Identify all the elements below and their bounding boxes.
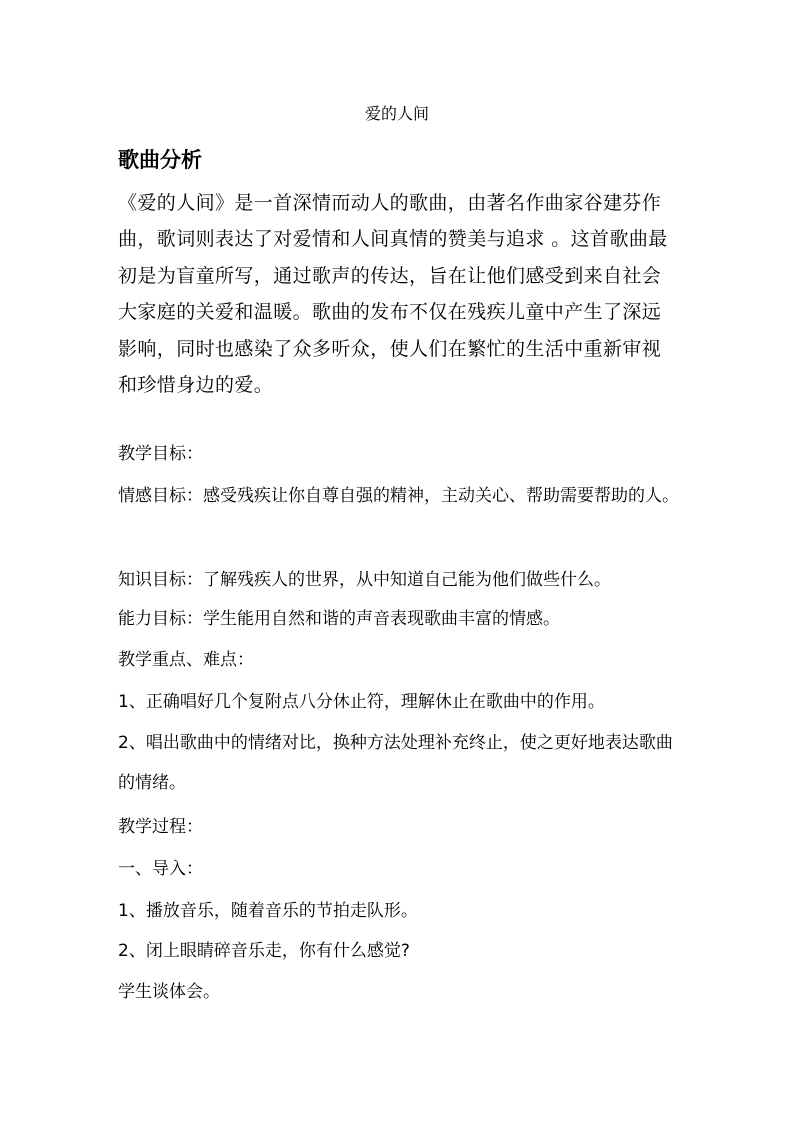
step-2: 2、闭上眼睛碎音乐走，你有什么感觉? (118, 941, 410, 961)
student-share: 学生谈体会。 (118, 982, 220, 1002)
step-1: 1、播放音乐，随着音乐的节拍走队形。 (118, 901, 418, 921)
intro-paragraph: 《爱的人间》是一首深情而动人的歌曲，由著名作曲家谷建芬作曲，歌词则表达了对爱情和人间真情的赞美与追求 。这首歌曲最初是为盲童所写，通过歌声的传达，旨在让他们感受到来自社会大家庭的关爱和温暖。歌曲的发布不仅在残疾儿童中产生了深远影响，同时也感染了众多听众，使人们在繁忙的生活中重新审视和珍惜身边的爱。 (118, 192, 668, 397)
step-intro-label: 一、导入： (118, 859, 203, 879)
key-point-1: 1、正确唱好几个复附点八分休止符，理解休止在歌曲中的作用。 (118, 692, 605, 712)
section-heading: 歌曲分析 (118, 148, 202, 172)
teaching-process-label: 教学过程： (118, 817, 203, 837)
ability-goal: 能力目标：学生能用自然和谐的声音表现歌曲丰富的情感。 (118, 609, 560, 629)
emotion-goal: 情感目标：感受残疾让你自尊自强的精神，主动关心、帮助需要帮助的人。 (118, 486, 679, 506)
document-title: 爱的人间 (364, 104, 429, 123)
key-points-label: 教学重点、难点： (118, 650, 254, 670)
key-point-2: 2、唱出歌曲中的情绪对比，换种方法处理补充终止，使之更好地表达歌曲的情绪。 (118, 733, 673, 793)
teaching-goals-label: 教学目标： (118, 444, 203, 464)
knowledge-goal: 知识目标：了解残疾人的世界，从中知道自己能为他们做些什么。 (118, 570, 611, 590)
